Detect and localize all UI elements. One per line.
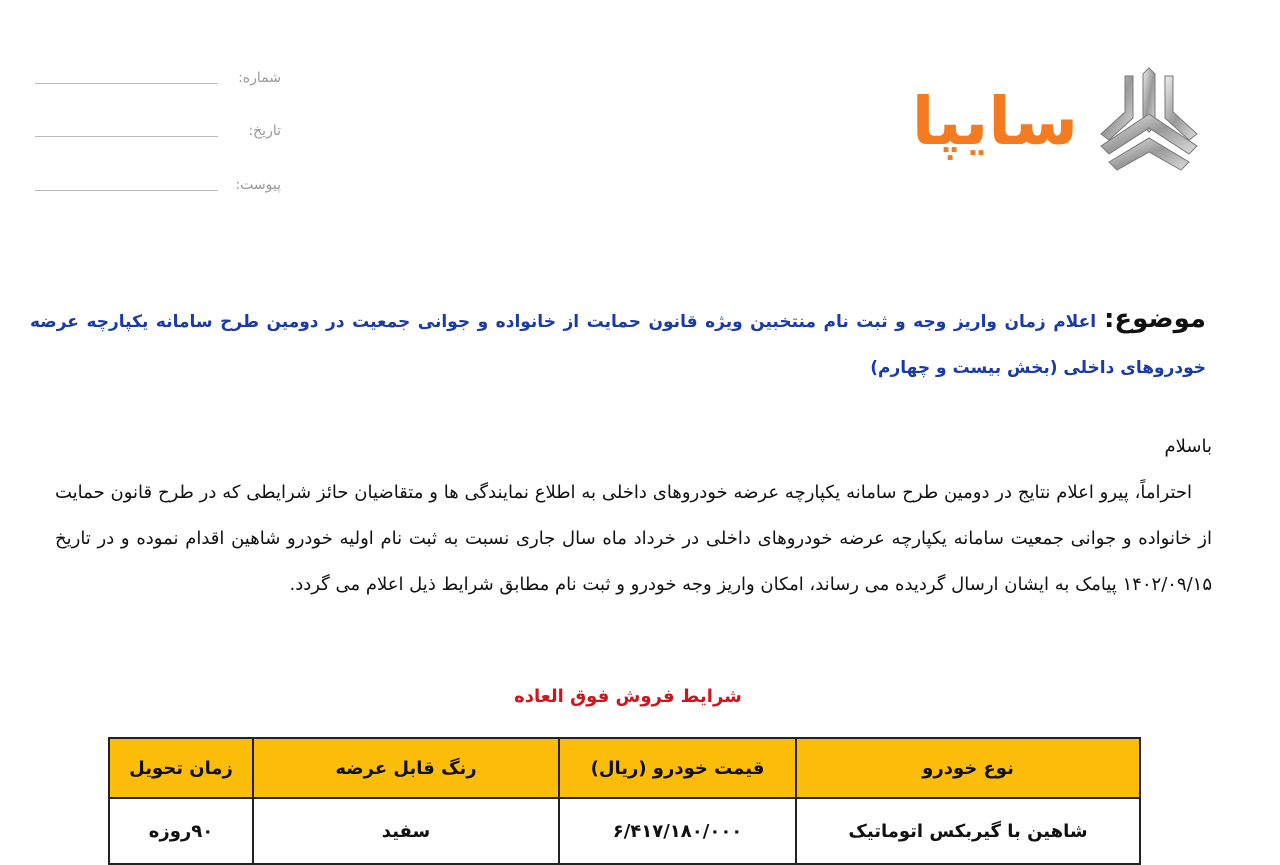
saipa-emblem-icon xyxy=(1095,66,1203,172)
attachment-field xyxy=(35,173,285,193)
table-row xyxy=(109,798,1140,864)
attachment-label: پیوست: xyxy=(235,177,281,193)
sale-conditions-title: شرایط فروش فوق العاده xyxy=(514,686,742,707)
header-delivery: زمان تحویل xyxy=(109,738,253,798)
number-field xyxy=(35,66,285,86)
cell-car-type: شاهین با گیربکس اتوماتیک xyxy=(796,798,1140,864)
cell-color: سفید xyxy=(253,798,559,864)
header-price: قیمت خودرو (ریال) xyxy=(559,738,796,798)
subject xyxy=(30,296,1206,391)
number-label: شماره: xyxy=(238,70,281,86)
subject-text: اعلام زمان واریز وجه و ثبت نام منتخبین ویژه قانون حمایت از خانواده و جوانی جمعیت در دومین طرح سامانه یکپارچه عرضه خودروهای داخلی (بخش بیست و چهارم) xyxy=(30,312,1206,378)
sale-conditions-table xyxy=(108,737,1141,865)
cell-delivery: ۹۰روزه xyxy=(109,798,253,864)
letter-body xyxy=(55,424,1212,608)
date-label: تاریخ: xyxy=(248,123,281,139)
date-field xyxy=(35,119,285,139)
subject-label: موضوع: xyxy=(1104,304,1206,334)
cell-price: ۶/۴۱۷/۱۸۰/۰۰۰ xyxy=(559,798,796,864)
greeting: باسلام xyxy=(1164,436,1212,457)
table-header-row xyxy=(109,738,1140,798)
saipa-logo-text: سایپا xyxy=(911,83,1078,160)
body-paragraph: احتراماً، پیرو اعلام نتایج در دومین طرح سامانه یکپارچه عرضه خودروهای داخلی به اطلاع نمایندگی ها و متقاضیان حائز شرایطی که در طرح قانون حمایت از خانواده و جوانی جمعیت سامانه یکپارچه عرضه خودروهای داخلی در خرداد ماه سال جاری نسبت به ثبت نام اولیه خودرو شاهین اقدام نموده و در تاریخ ۱۴۰۲/۰۹/۱۵ پیامک به ایشان ارسال گردیده می رساند، امکان واریز وجه خودرو و ثبت نام مطابق شرایط ذیل اعلام می گردد. xyxy=(55,482,1212,595)
header-color: رنگ قابل عرضه xyxy=(253,738,559,798)
header-car-type: نوع خودرو xyxy=(796,738,1140,798)
